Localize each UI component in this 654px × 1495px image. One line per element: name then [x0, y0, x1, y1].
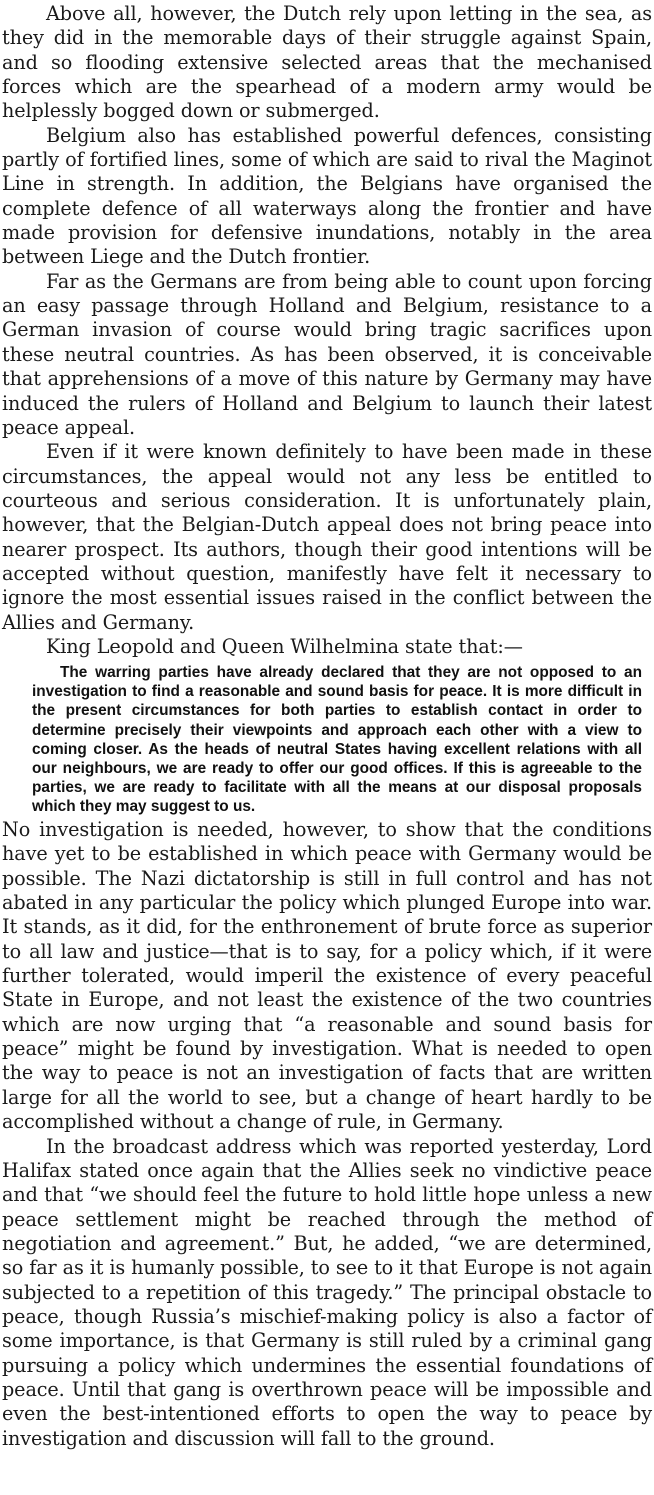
paragraph-belgian-defences: Belgium also has established powerful defences, consisting partly of fortified lines, some of which are said to rival the Maginot Line in strength. In addition, the Belgians have organised the complete defence of all waterways along the frontier and have made provision for defensive inundations, notably in the area between Liege and the Dutch frontier.	[2, 123, 652, 269]
paragraph-lord-halifax: In the broadcast address which was reported yesterday, Lord Halifax stated once again that the Allies seek no vindictive peace and that “we should feel the future to hold little hope unless a new peace settlement might be reached through the method of negotiation and agreement.” But, he added, “we are determined, so far as it is humanly possible, to see to it that Europe is not again subjected to a repetition of this tragedy.” The principal obstacle to peace, though Russia’s mischief-making policy is also a factor of some importance, is that Germany is still ruled by a criminal gang pursuing a policy which undermines the essential foundations of peace. Until that gang is overthrown peace will be impossible and even the best-intentioned efforts to open the way to peace by investigation and discussion will fall to the ground.	[2, 1134, 652, 1450]
quoted-royal-statement: The warring parties have already declared that they are not opposed to an investigation to find a reasonable and sound basis for peace. It is more difficult in the present circumstances for both parties to establish contact in order to determine precisely their viewpoints and approach each other with a view to coming closer. As the heads of neutral States having excellent relations with all our neighbours, we are ready to offer our good offices. If this is agreeable to the parties, we are ready to facilitate with all the means at our disposal proposals which they may suggest to us.	[32, 664, 642, 815]
paragraph-no-investigation: No investigation is needed, however, to show that the conditions have yet to be established in which peace with Germany would be possible. The Nazi dictatorship is still in full control and has not abated in any particular the policy which plunged Europe into war. It stands, as it did, for the enthronement of brute force as superior to all law and justice—that is to say, for a policy which, if it were further tolerated, would imperil the existence of every peaceful State in Europe, and not least the existence of the two countries which are now urging that “a reasonable and sound basis for peace” might be found by investigation. What is needed to open the way to peace is not an investigation of facts that are written large for all the world to see, but a change of heart hardly to be accomplished without a change of rule, in Germany.	[2, 818, 652, 1134]
paragraph-german-invasion: Far as the Germans are from being able to count upon forcing an easy passage through Holland and Belgium, resistance to a German invasion of course would bring tragic sacrifices upon these neutral countries. As has been observed, it is conceivable that apprehensions of a move of this nature by Germany may have induced the rulers of Holland and Belgium to launch their latest peace appeal.	[2, 269, 652, 439]
paragraph-royal-statement-intro: King Leopold and Queen Wilhelmina state that:—	[46, 634, 523, 658]
paragraph-dutch-flooding: Above all, however, the Dutch rely upon letting in the sea, as they did in the memorable days of their struggle against Spain, and so flooding extensive selected areas that the mechanised forces which are the spearhead of a modern army would be helplessly bogged down or submerged.	[2, 2, 652, 123]
paragraph-peace-appeal: Even if it were known definitely to have been made in these circumstances, the appeal would not any less be entitled to courteous and serious consideration. It is unfortunately plain, however, that the Belgian-Dutch appeal does not bring peace into nearer prospect. Its authors, though their good intentions will be accepted without question, manifestly have felt it necessary to ignore the most essential issues raised in the conflict between the Allies and Germany.	[2, 440, 652, 634]
